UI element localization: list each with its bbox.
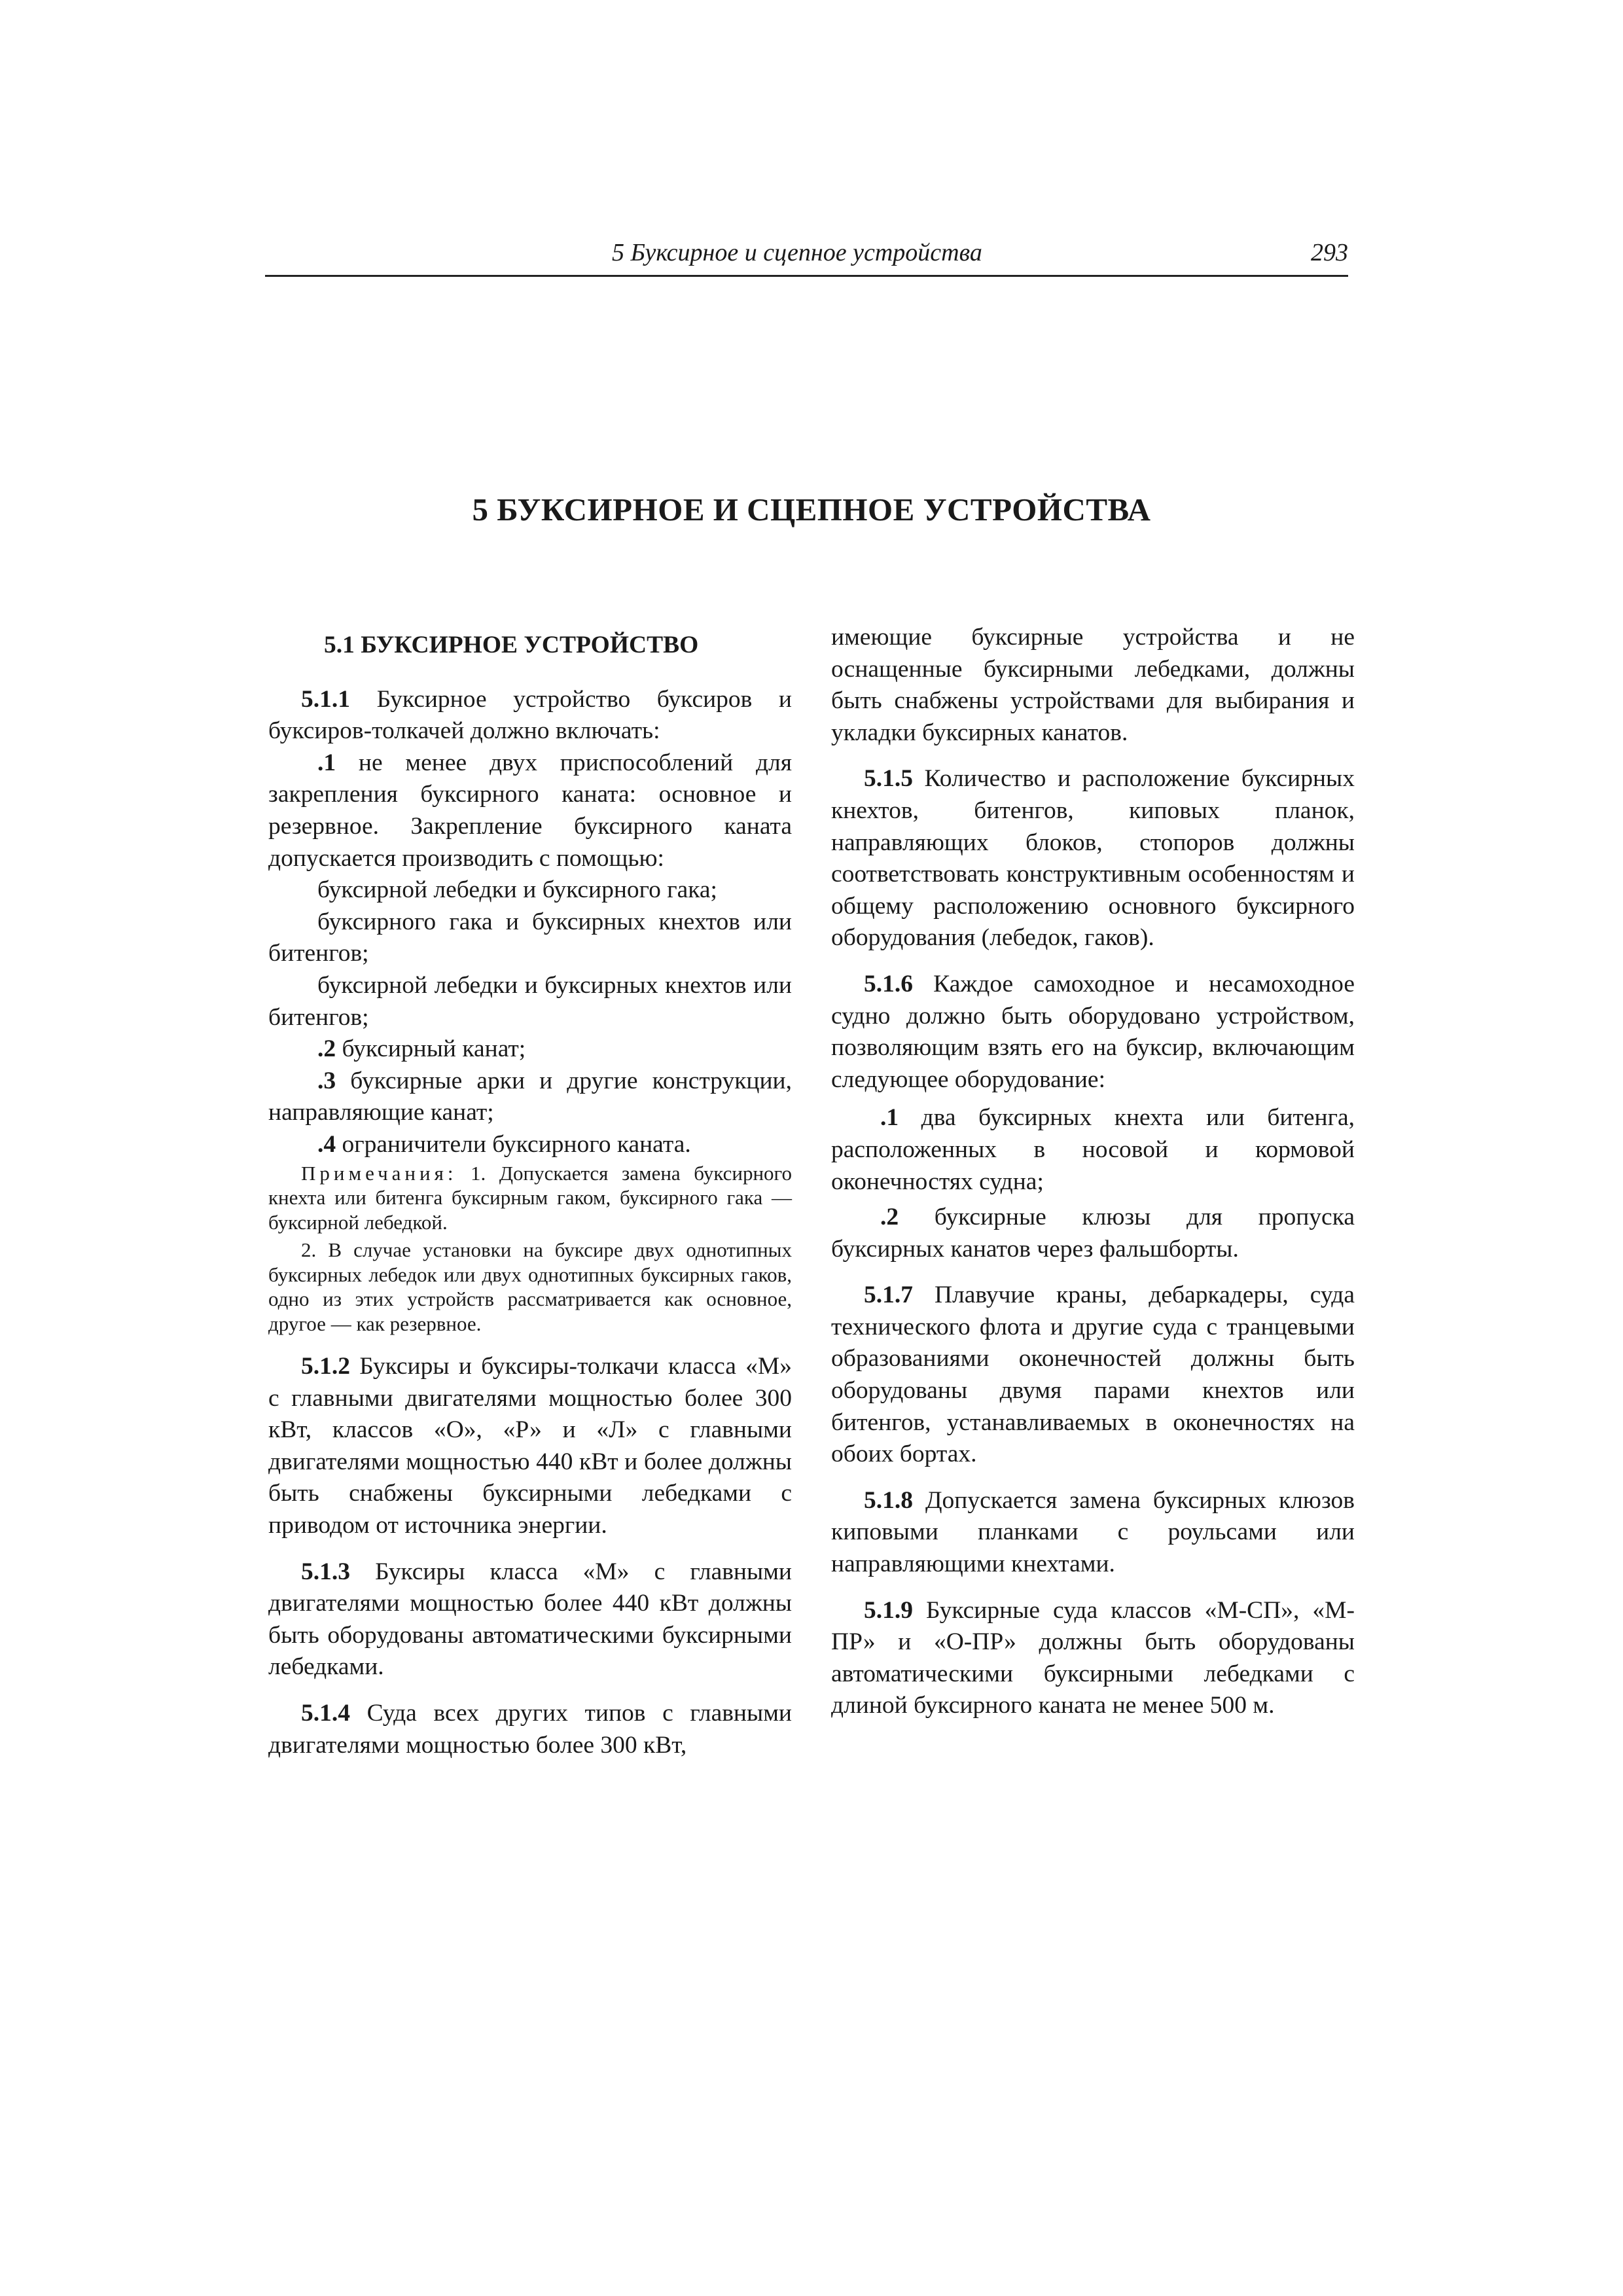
section-heading: 5.1 БУКСИРНОЕ УСТРОЙСТВО <box>324 632 699 658</box>
paragraph-text: Буксиры и буксиры-толкачи класса «М» с главными двигателями мощностью более 300 кВт, классов «О», «Р» и «Л» с главными двигателями мощностью 440 кВт и более должны быть снабжены буксирными лебедками с приводом от источника энергии. <box>268 1353 792 1539</box>
item-text: буксирные арки и другие конструкции, направляющие канат; <box>268 1067 792 1126</box>
item-number: .3 <box>317 1067 336 1094</box>
running-title: 5 Буксирное и сцепное устройства <box>612 239 982 266</box>
clause-number: 5.1.7 <box>864 1282 913 1309</box>
paragraph-5-1-9 <box>831 1595 1355 1722</box>
sub-item-3: буксирной лебедки и буксирных кнехтов или битенгов; <box>268 971 792 1031</box>
item-text: буксирные клюзы для пропуска буксирных канатов через фальшборты. <box>831 1204 1355 1263</box>
paragraph-text: Плавучие краны, дебаркадеры, суда технического флота и другие суда с транцевыми образованиями оконечностей должны быть оборудованы двумя парами кнехтов или битенгов, устанавливаемых в оконечностях на обоих бортах. <box>831 1282 1355 1468</box>
item-text: не менее двух приспособлений для закрепления буксирного каната: основное и резервное. Закрепление буксирного каната допускается производить с помощью: <box>268 749 792 872</box>
paragraph-text: Буксирные суда классов «М-СП», «М-ПР» и «О-ПР» должны быть оборудованы автоматическими буксирными лебедками с длиной буксирного каната не менее 500 м. <box>831 1596 1355 1719</box>
item-number: .4 <box>317 1130 336 1158</box>
clause-number: 5.1.3 <box>301 1558 350 1585</box>
paragraph-5-1-7 <box>831 1280 1355 1471</box>
clause-number: 5.1.8 <box>864 1486 913 1514</box>
note-2: 2. В случае установки на буксире двух однотипных буксирных лебедок или двух однотипных буксирных гаков, одно из этих устройств рассматривается как основное, другое — как резервное. <box>268 1238 792 1336</box>
list-item-2 <box>831 1202 1355 1265</box>
right-column <box>831 622 1355 1722</box>
list-item-4 <box>268 1129 792 1161</box>
clause-number: 5.1.4 <box>301 1700 350 1727</box>
list-item-1 <box>268 747 792 874</box>
paragraph-5-1-4-continued: имеющие буксирные устройства и не оснащенные буксирными лебедками, должны быть снабжены устройствами для выбирания и укладки буксирных канатов. <box>831 624 1355 746</box>
item-number: .2 <box>317 1035 336 1063</box>
page-number: 293 <box>1311 239 1348 266</box>
paragraph-5-1-8 <box>831 1485 1355 1581</box>
list-item-3 <box>268 1066 792 1129</box>
paragraph-5-1-3 <box>268 1556 792 1683</box>
paragraph-5-1-4 <box>268 1698 792 1761</box>
paragraph-text: Буксирное устройство буксиров и буксиров-толкачей должно включать: <box>268 685 792 745</box>
paragraph-text: Каждое самоходное и несамоходное судно должно быть оборудовано устройством, позволяющим взять его на буксир, включающим следующее оборудование: <box>831 970 1355 1093</box>
clause-number: 5.1.5 <box>864 765 913 793</box>
clause-number: 5.1.9 <box>864 1596 913 1624</box>
item-text: ограничители буксирного каната. <box>336 1130 691 1158</box>
item-text: буксирный канат; <box>336 1035 526 1063</box>
item-number: .2 <box>880 1204 899 1231</box>
chapter-title: 5 БУКСИРНОЕ И СЦЕПНОЕ УСТРОЙСТВА <box>472 492 1151 528</box>
clause-number: 5.1.6 <box>864 970 913 997</box>
item-number: .1 <box>880 1104 899 1132</box>
paragraph-text: Суда всех других типов с главными двигателями мощностью более 300 кВт, <box>268 1700 792 1759</box>
paragraph-5-1-6 <box>831 969 1355 1096</box>
item-number: .1 <box>317 749 336 776</box>
left-column <box>268 622 792 1761</box>
paragraph-text: Буксиры класса «М» с главными двигателями мощностью более 440 кВт должны быть оборудованы автоматическими буксирными лебедками. <box>268 1558 792 1681</box>
running-header <box>265 236 1348 277</box>
note-label: Примечания: <box>301 1161 457 1185</box>
sub-item-2: буксирного гака и буксирных кнехтов или битенгов; <box>268 908 792 967</box>
note-1 <box>268 1161 792 1235</box>
list-item-1 <box>831 1102 1355 1198</box>
clause-number: 5.1.2 <box>301 1353 350 1380</box>
paragraph-text: Допускается замена буксирных клюзов киповыми планками с роульсами или направляющими кнехтами. <box>831 1486 1355 1578</box>
clause-number: 5.1.1 <box>301 685 350 713</box>
list-item-2 <box>268 1033 792 1066</box>
note-text: 1. Допускается замена буксирного кнехта или битенга буксирным гаком, буксирного гака — буксирной лебедкой. <box>268 1161 792 1234</box>
paragraph-5-1-5 <box>831 763 1355 954</box>
item-text: два буксирных кнехта или битенга, расположенных в носовой и кормовой оконечностях судна; <box>831 1104 1355 1195</box>
paragraph-5-1-1 <box>268 684 792 747</box>
paragraph-5-1-2 <box>268 1351 792 1542</box>
paragraph-text: Количество и расположение буксирных кнехтов, битенгов, киповых планок, направляющих блоков, стопоров должны соответствовать конструктивным особенностям и общему расположению основного буксирного оборудования (лебедок, гаков). <box>831 765 1355 952</box>
sub-item-1: буксирной лебедки и буксирного гака; <box>317 876 717 904</box>
